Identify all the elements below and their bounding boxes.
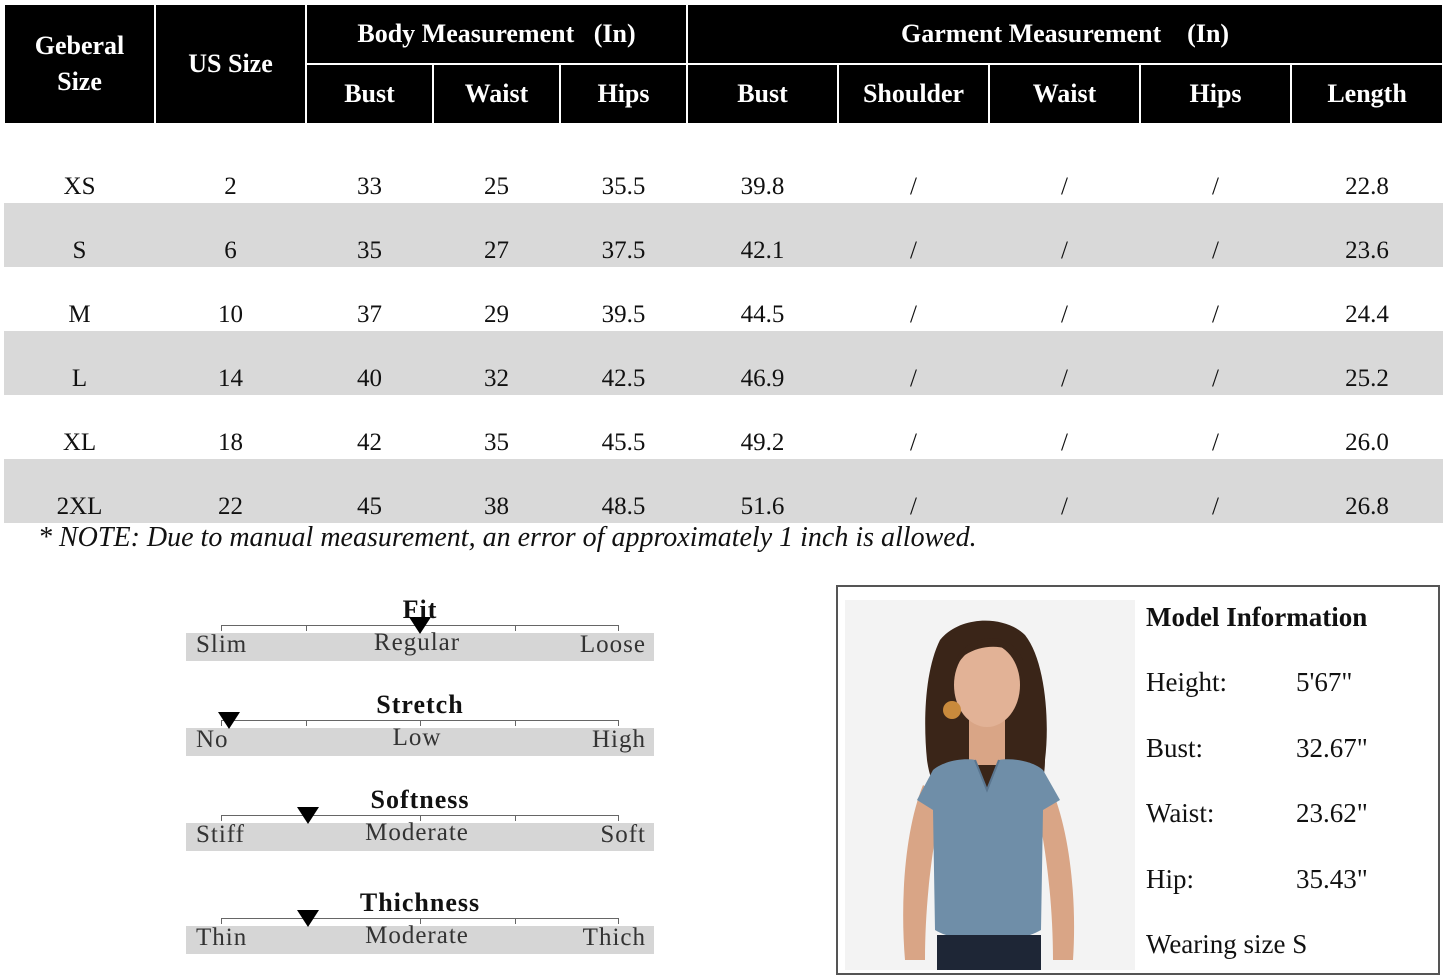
scale-label-middle: Regular (373, 629, 461, 656)
scale-label-left: Slim (196, 631, 248, 658)
table-cell: 44.5 (687, 267, 838, 331)
table-cell: 48.5 (560, 459, 687, 523)
table-row (4, 267, 1443, 331)
size-rows (4, 139, 1443, 523)
scale-title: Fit (402, 595, 438, 624)
measurement-note: * NOTE: Due to manual measurement, an error of approximately 1 inch is allowed. (38, 522, 977, 553)
header-garment-shoulder: Shoulder (838, 64, 989, 124)
scale-label-middle: Moderate (365, 819, 469, 846)
scale-marker (218, 712, 240, 729)
table-cell: 22 (155, 459, 306, 523)
table-cell: / (1140, 395, 1291, 459)
table-cell: 40 (306, 331, 433, 395)
model-illustration (845, 600, 1135, 970)
table-cell: 10 (155, 267, 306, 331)
table-cell: S (4, 203, 155, 267)
table-cell: 24.4 (1291, 267, 1443, 331)
model-info-title: Model Information (1146, 602, 1368, 632)
scale-title: Softness (370, 785, 470, 814)
header-garment-length: Length (1291, 64, 1443, 124)
table-cell: 22.8 (1291, 139, 1443, 203)
model-waist-label: Waist: (1146, 798, 1215, 828)
header-body-waist: Waist (433, 64, 560, 124)
table-cell: 32 (433, 331, 560, 395)
table-cell: / (1140, 139, 1291, 203)
model-height-row (1146, 667, 1352, 698)
scale-1 (186, 690, 654, 780)
table-cell: / (1140, 203, 1291, 267)
header-body-measurement: Body Measurement (In) (306, 4, 687, 64)
table-row (4, 331, 1443, 395)
table-cell: 2 (155, 139, 306, 203)
table-cell: 27 (433, 203, 560, 267)
header-us-size: US Size (155, 4, 306, 124)
table-row (4, 139, 1443, 203)
table-cell: 18 (155, 395, 306, 459)
table-cell: / (989, 395, 1140, 459)
header-garment-hips: Hips (1140, 64, 1291, 124)
table-cell: 39.5 (560, 267, 687, 331)
scale-label-left: No (196, 726, 229, 753)
table-cell: / (1140, 267, 1291, 331)
model-hip-label: Hip: (1146, 864, 1195, 894)
table-cell: XS (4, 139, 155, 203)
table-cell: / (989, 139, 1140, 203)
table-cell: M (4, 267, 155, 331)
scale-title: Stretch (376, 690, 464, 719)
table-cell: 26.0 (1291, 395, 1443, 459)
header-garment-measurement: Garment Measurement (In) (687, 4, 1443, 64)
model-hip-value: 35.43" (1296, 864, 1368, 894)
table-cell: 29 (433, 267, 560, 331)
scale-marker (297, 910, 319, 927)
table-cell: / (989, 459, 1140, 523)
table-cell: 33 (306, 139, 433, 203)
table-cell: 37.5 (560, 203, 687, 267)
table-cell: 25.2 (1291, 331, 1443, 395)
scale-label-left: Stiff (196, 821, 245, 848)
scale-label-right: Loose (579, 631, 646, 658)
table-cell: 37 (306, 267, 433, 331)
table-cell: / (838, 331, 989, 395)
table-cell: 38 (433, 459, 560, 523)
table-cell: 35 (433, 395, 560, 459)
table-cell: / (838, 203, 989, 267)
table-row (4, 395, 1443, 459)
table-row (4, 459, 1443, 523)
scale-title: Thichness (359, 888, 481, 917)
table-cell: / (838, 139, 989, 203)
table-cell: 25 (433, 139, 560, 203)
model-waist-row (1146, 798, 1368, 829)
table-cell: XL (4, 395, 155, 459)
model-height-value: 5'67" (1296, 667, 1353, 697)
table-cell: 45.5 (560, 395, 687, 459)
model-bust-value: 32.67" (1296, 733, 1368, 763)
scale-label-middle: Moderate (365, 922, 469, 949)
scale-label-middle: Low (392, 724, 442, 751)
model-bust-row (1146, 733, 1368, 764)
model-bust-label: Bust: (1146, 733, 1204, 763)
table-cell: 35 (306, 203, 433, 267)
table-cell: 39.8 (687, 139, 838, 203)
scale-label-left: Thin (196, 924, 248, 951)
table-cell: 42 (306, 395, 433, 459)
table-cell: / (1140, 459, 1291, 523)
table-cell: L (4, 331, 155, 395)
header-general-size: Geberal Size (4, 4, 155, 124)
model-information-box (836, 585, 1440, 975)
scale-marker (297, 807, 319, 824)
table-cell: / (989, 331, 1140, 395)
scale-label-right: Soft (600, 821, 646, 848)
table-cell: 46.9 (687, 331, 838, 395)
scale-label-right: Thich (582, 924, 646, 951)
scale-0 (186, 595, 654, 685)
table-cell: 23.6 (1291, 203, 1443, 267)
table-cell: / (838, 267, 989, 331)
model-photo (845, 600, 1135, 970)
scale-label-right: High (592, 726, 646, 753)
table-cell: 49.2 (687, 395, 838, 459)
table-cell: / (838, 395, 989, 459)
table-cell: 42.5 (560, 331, 687, 395)
table-cell: 6 (155, 203, 306, 267)
model-wearing-size: Wearing size S (1146, 929, 1308, 959)
table-cell: / (989, 267, 1140, 331)
scale-3 (186, 888, 654, 978)
table-cell: 26.8 (1291, 459, 1443, 523)
table-cell: / (1140, 331, 1291, 395)
table-cell: 35.5 (560, 139, 687, 203)
table-cell: / (838, 459, 989, 523)
table-cell: 14 (155, 331, 306, 395)
header-garment-bust: Bust (687, 64, 838, 124)
table-cell: / (989, 203, 1140, 267)
scale-2 (186, 785, 654, 875)
header-garment-waist: Waist (989, 64, 1140, 124)
header-body-hips: Hips (560, 64, 687, 124)
model-height-label: Height: (1146, 667, 1227, 697)
table-row (4, 203, 1443, 267)
table-cell: 45 (306, 459, 433, 523)
table-cell: 42.1 (687, 203, 838, 267)
scale-marker (409, 617, 431, 634)
table-cell: 2XL (4, 459, 155, 523)
size-chart-table (3, 3, 1444, 523)
model-waist-value: 23.62" (1296, 798, 1368, 828)
table-cell: 51.6 (687, 459, 838, 523)
header-body-bust: Bust (306, 64, 433, 124)
model-hip-row (1146, 864, 1368, 895)
